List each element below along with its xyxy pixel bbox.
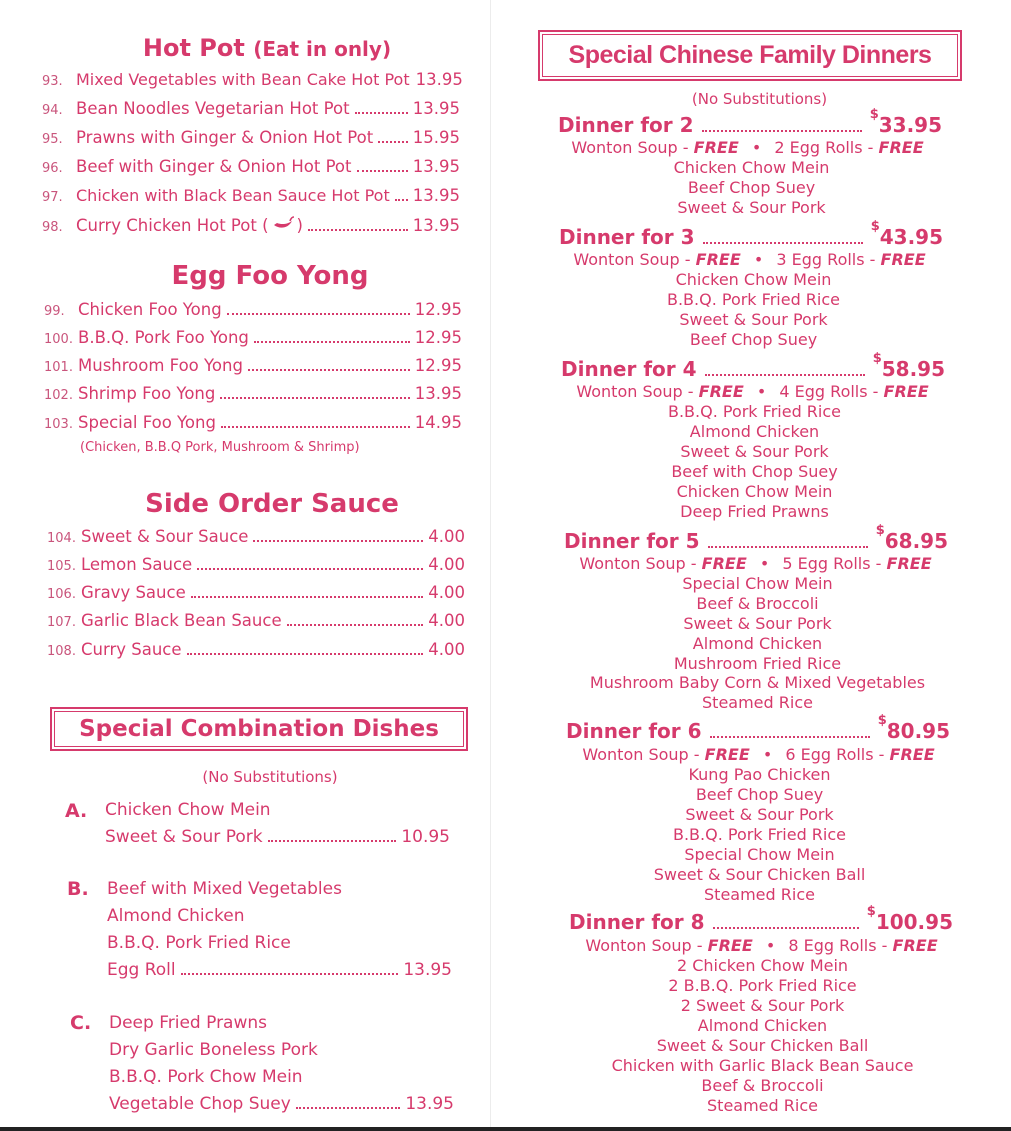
- combo-price: 13.95: [403, 960, 452, 980]
- dinner-dish: Kung Pao Chicken: [688, 765, 831, 784]
- combination-title: Special Combination Dishes: [54, 711, 464, 747]
- item-price: 4.00: [428, 611, 465, 630]
- dinner-heading: [558, 107, 942, 137]
- combo-dish: Egg Roll: [107, 960, 176, 980]
- hot-pot-heading: [22, 34, 512, 62]
- dinner-dish: 2 B.B.Q. Pork Fried Rice: [668, 976, 857, 995]
- menu-item: [47, 583, 465, 602]
- free-label: FREE: [704, 745, 750, 764]
- dot-leader: [703, 242, 863, 244]
- menu-item: [44, 413, 462, 432]
- bullet: •: [756, 382, 767, 401]
- dot-leader: [268, 840, 397, 842]
- free-label: FREE: [701, 554, 747, 573]
- dinner-dish: Beef Chop Suey: [689, 330, 818, 349]
- side-order-sauce-title: Side Order Sauce: [145, 489, 399, 519]
- item-price: 4.00: [428, 583, 465, 602]
- hot-pot-subtitle: (Eat in only): [253, 37, 392, 61]
- egg-rolls-label: 6 Egg Rolls -: [785, 745, 890, 764]
- item-number: 103.: [44, 417, 73, 432]
- item-name: Beef with Ginger & Onion Hot Pot: [76, 157, 352, 176]
- dinner-dish: Chicken Chow Mein: [676, 482, 833, 501]
- free-label: FREE: [889, 745, 935, 764]
- item-number: 104.: [47, 531, 76, 546]
- dinner-heading: [569, 904, 953, 934]
- dollar-sign: $: [870, 219, 880, 234]
- dot-leader: [357, 170, 408, 172]
- menu-item: [42, 186, 460, 205]
- item-name: Lemon Sauce: [81, 555, 193, 574]
- menu-item: [42, 157, 460, 176]
- dinner-dish: Sweet & Sour Pork: [680, 442, 829, 461]
- item-price: 12.95: [414, 328, 462, 347]
- free-label: FREE: [892, 936, 938, 955]
- item-name: Chicken with Black Bean Sauce Hot Pot: [76, 186, 390, 205]
- dollar-sign: $: [875, 523, 885, 538]
- wonton-soup-label: Wonton Soup -: [579, 554, 702, 573]
- combo-dish: Almond Chicken: [107, 906, 245, 926]
- dinner-label: Dinner for 6: [566, 719, 702, 743]
- item-price: 13.95: [412, 186, 460, 205]
- item-price: 12.95: [414, 356, 462, 375]
- dinner-dish: Almond Chicken: [692, 634, 823, 653]
- dot-leader: [708, 546, 868, 548]
- dinner-dish: Sweet & Sour Pork: [685, 805, 834, 824]
- dinner-dish: Beef Chop Suey: [695, 785, 824, 804]
- dot-leader: [197, 568, 423, 570]
- menu-item: [47, 640, 465, 659]
- dinner-dish: Special Chow Mein: [682, 574, 833, 593]
- item-name: Curry Chicken Hot Pot (: [76, 216, 269, 235]
- dinner-dish: Mushroom Fried Rice: [673, 654, 842, 673]
- free-label: FREE: [698, 382, 744, 401]
- family-no-substitutions: (No Substitutions): [691, 90, 828, 108]
- item-number: 108.: [47, 644, 76, 659]
- family-title: Special Chinese Family Dinners: [542, 34, 958, 77]
- item-name: Prawns with Ginger & Onion Hot Pot: [76, 128, 374, 147]
- item-number: 96.: [42, 161, 63, 176]
- free-items-line: [496, 554, 1011, 573]
- dot-leader: [187, 653, 424, 655]
- wonton-soup-label: Wonton Soup -: [585, 936, 708, 955]
- dot-leader: [702, 130, 862, 132]
- item-price: 12.95: [414, 300, 462, 319]
- item-price: 13.95: [415, 70, 463, 89]
- combo-dish: Beef with Mixed Vegetables: [107, 879, 342, 899]
- menu-item: [44, 384, 462, 403]
- menu-item: [42, 128, 460, 147]
- dinner-price-value: 43.95: [879, 225, 943, 249]
- free-label: FREE: [707, 936, 753, 955]
- dinner-price: [875, 523, 948, 553]
- item-name: Mushroom Foo Yong: [78, 356, 243, 375]
- item-number: 98.: [42, 220, 63, 235]
- combination-title-box: [50, 707, 468, 751]
- bottom-edge: [0, 1127, 1011, 1131]
- item-name: Special Foo Yong: [78, 413, 216, 432]
- item-number: 105.: [47, 559, 76, 574]
- dinner-dish: Steamed Rice: [702, 693, 813, 712]
- item-price: 4.00: [428, 640, 465, 659]
- menu-item: [42, 215, 460, 235]
- item-price: 4.00: [428, 555, 465, 574]
- dinner-price: [877, 713, 950, 743]
- dinner-dish: Sweet & Sour Chicken Ball: [656, 1036, 869, 1055]
- dinner-price-value: 33.95: [878, 113, 942, 137]
- dinner-dish: Steamed Rice: [707, 1096, 818, 1115]
- dot-leader: [378, 141, 408, 143]
- combo-dish: Deep Fried Prawns: [109, 1013, 268, 1033]
- item-price: 13.95: [414, 384, 462, 403]
- item-price: 13.95: [412, 216, 460, 235]
- dinner-label: Dinner for 2: [558, 113, 694, 137]
- dinner-dish: 2 Sweet & Sour Pork: [680, 996, 845, 1015]
- dot-leader: [220, 397, 409, 399]
- dinner-dish: B.B.Q. Pork Fried Rice: [672, 825, 847, 844]
- dinner-price-value: 80.95: [886, 719, 950, 743]
- item-number: 101.: [44, 360, 73, 375]
- page-fold: [490, 0, 491, 1131]
- dinner-dish: Sweet & Sour Chicken Ball: [653, 865, 866, 884]
- egg-rolls-label: 2 Egg Rolls -: [774, 138, 879, 157]
- item-number: 95.: [42, 132, 63, 147]
- item-number: 97.: [42, 190, 63, 205]
- item-name: Chicken Foo Yong: [78, 300, 222, 319]
- menu-item: [44, 356, 462, 375]
- dot-leader: [287, 624, 424, 626]
- item-name: Gravy Sauce: [81, 583, 186, 602]
- item-name: Sweet & Sour Sauce: [81, 527, 249, 546]
- dot-leader: [296, 1107, 401, 1109]
- dinner-price: [872, 351, 945, 381]
- dot-leader: [248, 369, 410, 371]
- combo-dish: Vegetable Chop Suey: [109, 1094, 291, 1114]
- combo-price: 13.95: [405, 1094, 454, 1114]
- item-name: Bean Noodles Vegetarian Hot Pot: [76, 99, 350, 118]
- bullet: •: [751, 138, 762, 157]
- free-items-line: [502, 936, 1011, 955]
- dot-leader: [355, 112, 408, 114]
- item-price: 13.95: [412, 99, 460, 118]
- chili-pepper-icon: [271, 215, 295, 231]
- dot-leader: [254, 341, 410, 343]
- bullet: •: [762, 745, 773, 764]
- combo-dish: B.B.Q. Pork Fried Rice: [107, 933, 291, 953]
- item-price: 15.95: [412, 128, 460, 147]
- dollar-sign: $: [877, 713, 887, 728]
- free-label: FREE: [883, 382, 929, 401]
- dot-leader: [710, 736, 870, 738]
- combo-letter: A.: [65, 800, 88, 822]
- item-number: 107.: [47, 615, 76, 630]
- combo-dish: Dry Garlic Boneless Pork: [109, 1040, 318, 1060]
- item-number: 93.: [42, 74, 63, 89]
- dinner-price-value: 68.95: [884, 529, 948, 553]
- free-items-line: [499, 745, 1011, 764]
- egg-foo-yong-title: Egg Foo Yong: [171, 261, 369, 291]
- dinner-dish: Almond Chicken: [697, 1016, 828, 1035]
- dinner-price-value: 100.95: [875, 910, 953, 934]
- item-price: 4.00: [428, 527, 465, 546]
- combo-dish: Chicken Chow Mein: [105, 800, 271, 820]
- dinner-dish: Chicken Chow Mein: [673, 158, 830, 177]
- dollar-sign: $: [869, 107, 879, 122]
- dinner-dish: Sweet & Sour Pork: [683, 614, 832, 633]
- combo-dish: B.B.Q. Pork Chow Mein: [109, 1067, 303, 1087]
- dinner-dish: Beef Chop Suey: [687, 178, 816, 197]
- family-title-box: [538, 30, 962, 81]
- dinner-dish: Mushroom Baby Corn & Mixed Vegetables: [589, 673, 926, 692]
- bullet: •: [759, 554, 770, 573]
- dinner-price-value: 58.95: [881, 357, 945, 381]
- dollar-sign: $: [866, 904, 876, 919]
- wonton-soup-label: Wonton Soup -: [571, 138, 694, 157]
- special-foo-yong-note: (Chicken, B.B.Q Pork, Mushroom & Shrimp): [80, 440, 360, 455]
- combination-no-substitutions: (No Substitutions): [202, 768, 338, 786]
- dinner-heading: [559, 219, 943, 249]
- dot-leader: [395, 199, 408, 201]
- hot-pot-title: Hot Pot: [142, 34, 245, 62]
- item-price: 14.95: [414, 413, 462, 432]
- item-number: 100.: [44, 332, 73, 347]
- dinner-dish: Steamed Rice: [704, 885, 815, 904]
- dot-leader: [308, 229, 408, 231]
- menu-item: [44, 300, 462, 319]
- free-items-line: [490, 250, 1009, 269]
- menu-item: [47, 611, 465, 630]
- dot-leader: [705, 374, 865, 376]
- menu-item: [47, 527, 465, 546]
- egg-rolls-label: 8 Egg Rolls -: [788, 936, 893, 955]
- wonton-soup-label: Wonton Soup -: [573, 250, 696, 269]
- dinner-dish: Beef with Chop Suey: [671, 462, 838, 481]
- dot-leader: [253, 540, 423, 542]
- dot-leader: [713, 927, 859, 929]
- menu-item: [42, 99, 460, 118]
- dinner-dish: Chicken with Garlic Black Bean Sauce: [611, 1056, 914, 1075]
- free-label: FREE: [880, 250, 926, 269]
- dot-leader: [227, 313, 410, 315]
- combo-dish-priced: [109, 1094, 454, 1114]
- item-number: 99.: [44, 304, 65, 319]
- combo-dish: Sweet & Sour Pork: [105, 827, 263, 847]
- dinner-label: Dinner for 3: [559, 225, 695, 249]
- dollar-sign: $: [872, 351, 882, 366]
- dinner-label: Dinner for 8: [569, 910, 705, 934]
- egg-rolls-label: 5 Egg Rolls -: [782, 554, 887, 573]
- item-price: 13.95: [412, 157, 460, 176]
- combo-price: 10.95: [401, 827, 450, 847]
- dinner-price: [869, 107, 942, 137]
- dinner-dish: Chicken Chow Mein: [675, 270, 832, 289]
- dinner-dish: Sweet & Sour Pork: [679, 310, 828, 329]
- combo-dish-priced: [105, 827, 450, 847]
- bullet: •: [753, 250, 764, 269]
- dinner-dish: Almond Chicken: [689, 422, 820, 441]
- item-name: Curry Sauce: [81, 640, 182, 659]
- dinner-price: [866, 904, 953, 934]
- dinner-label: Dinner for 5: [564, 529, 700, 553]
- dinner-price: [870, 219, 943, 249]
- item-number: 94.: [42, 103, 63, 118]
- dinner-label: Dinner for 4: [561, 357, 697, 381]
- combo-letter: B.: [67, 878, 89, 900]
- wonton-soup-label: Wonton Soup -: [582, 745, 705, 764]
- menu-item: [44, 328, 462, 347]
- dinner-dish: Deep Fried Prawns: [680, 502, 829, 521]
- dinner-dish: Special Chow Mein: [684, 845, 835, 864]
- item-name: Shrimp Foo Yong: [78, 384, 216, 403]
- item-number: 102.: [44, 388, 73, 403]
- free-label: FREE: [693, 138, 739, 157]
- combo-letter: C.: [70, 1012, 92, 1034]
- dinner-heading: [566, 713, 950, 743]
- wonton-soup-label: Wonton Soup -: [576, 382, 699, 401]
- item-name: Mixed Vegetables with Bean Cake Hot Pot: [76, 70, 410, 89]
- item-name-suffix: ): [296, 216, 303, 235]
- egg-rolls-label: 4 Egg Rolls -: [779, 382, 884, 401]
- dinner-heading: [564, 523, 948, 553]
- egg-rolls-label: 3 Egg Rolls -: [776, 250, 881, 269]
- dinner-dish: Beef & Broccoli: [696, 594, 819, 613]
- free-items-line: [488, 138, 1007, 157]
- item-name: B.B.Q. Pork Foo Yong: [78, 328, 249, 347]
- dot-leader: [181, 973, 399, 975]
- combo-dish-priced: [107, 960, 452, 980]
- free-label: FREE: [695, 250, 741, 269]
- dinner-heading: [561, 351, 945, 381]
- menu-item: [47, 555, 465, 574]
- free-items-line: [493, 382, 1011, 401]
- dot-leader: [221, 426, 410, 428]
- menu-item: [42, 70, 463, 89]
- item-name: Garlic Black Bean Sauce: [81, 611, 282, 630]
- bullet: •: [765, 936, 776, 955]
- free-label: FREE: [886, 554, 932, 573]
- dinner-dish: Sweet & Sour Pork: [677, 198, 826, 217]
- dinner-dish: 2 Chicken Chow Mein: [676, 956, 849, 975]
- dinner-dish: B.B.Q. Pork Fried Rice: [667, 402, 842, 421]
- dot-leader: [191, 596, 424, 598]
- item-number: 106.: [47, 587, 76, 602]
- dinner-dish: Beef & Broccoli: [701, 1076, 824, 1095]
- free-label: FREE: [878, 138, 924, 157]
- dinner-dish: B.B.Q. Pork Fried Rice: [666, 290, 841, 309]
